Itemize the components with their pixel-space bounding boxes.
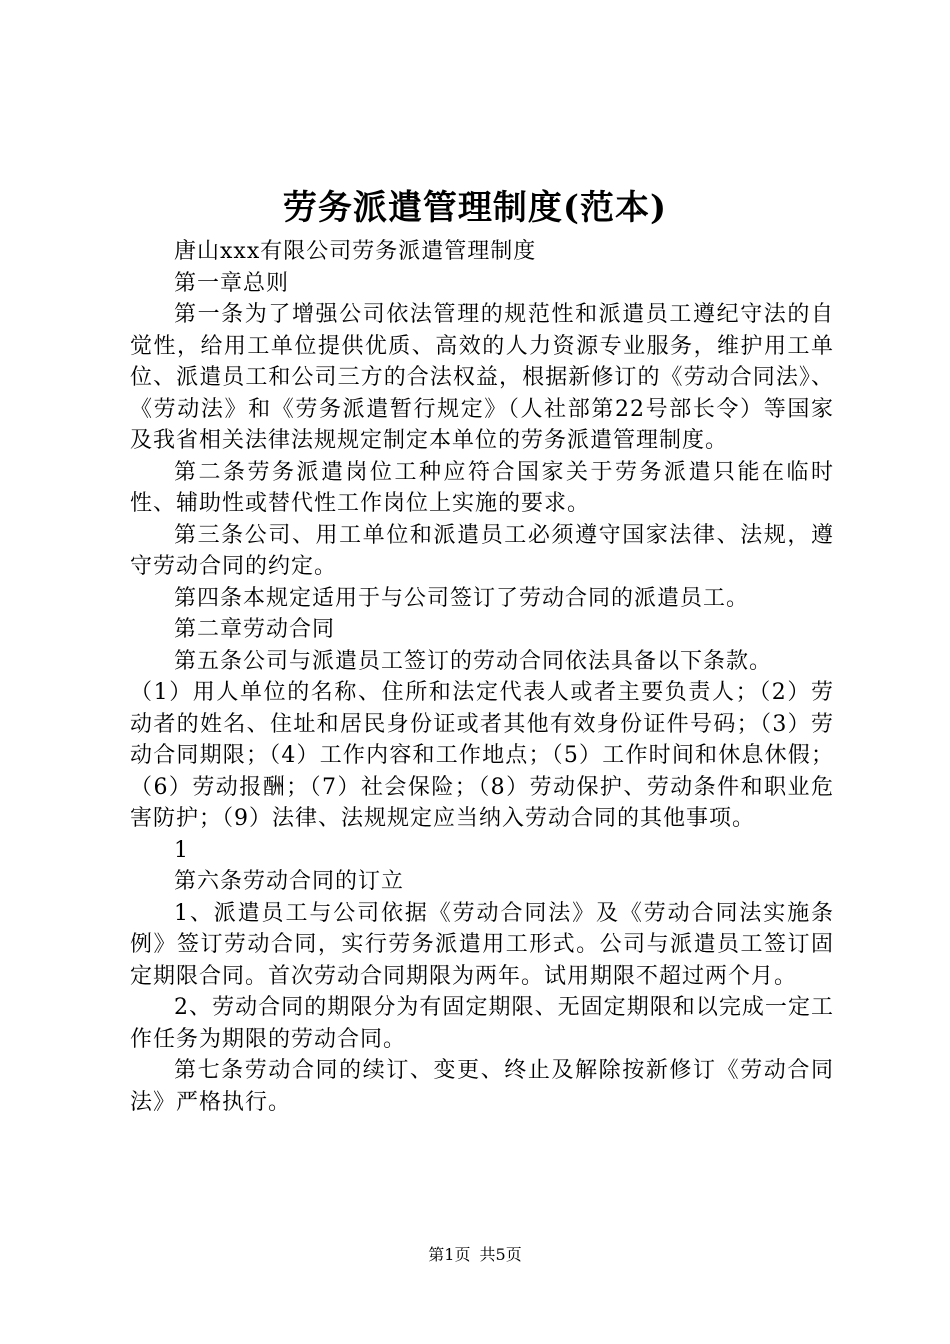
page-footer	[0, 1245, 950, 1265]
article-paragraph: 第三条公司、用工单位和派遣员工必须遵守国家法律、法规，遵守劳动合同的约定。	[130, 522, 834, 579]
clause-list-paragraph: （1）用人单位的名称、住所和法定代表人或者主要负责人；（2）劳动者的姓名、住址和居民身份证或者其他有效身份证件号码；（3）劳动合同期限；（4）工作内容和工作地点；（5）工作时间和休息休假；（6）劳动报酬；（7）社会保险；（8）劳动保护、劳动条件和职业危害防护；（9）法律、法规规定应当纳入劳动合同的其他事项。	[130, 680, 834, 831]
article-paragraph: 第一条为了增强公司依法管理的规范性和派遣员工遵纪守法的自觉性，给用工单位提供优质、高效的人力资源专业服务，维护用工单位、派遣员工和公司三方的合法权益，根据新修订的《劳动合同法》、《劳动法》和《劳务派遣暂行规定》（人社部第22号部长令）等国家及我省相关法律法规规定制定本单位的劳务派遣管理制度。	[130, 302, 834, 453]
inline-page-number: 1	[174, 837, 189, 863]
document-body	[130, 236, 834, 1118]
chapter-heading: 第二章劳动合同	[174, 617, 336, 642]
article-heading: 第六条劳动合同的订立	[174, 869, 405, 894]
numbered-paragraph: 1、派遣员工与公司依据《劳动合同法》及《劳动合同法实施条例》签订劳动合同，实行劳务派遣用工形式。公司与派遣员工签订固定期限合同。首次劳动合同期限为两年。试用期限不超过两个月。	[130, 900, 834, 989]
page-number: 第1页	[428, 1245, 471, 1264]
numbered-paragraph: 2、劳动合同的期限分为有固定期限、无固定期限和以完成一定工作任务为期限的劳动合同。	[130, 995, 834, 1052]
article-paragraph: 第五条公司与派遣员工签订的劳动合同依法具备以下条款。	[174, 648, 773, 674]
article-paragraph: 第四条本规定适用于与公司签订了劳动合同的派遣员工。	[174, 585, 750, 611]
chapter-heading: 第一章总则	[174, 270, 290, 296]
company-heading: 唐山xxx有限公司劳务派遣管理制度	[174, 239, 537, 264]
article-paragraph: 第七条劳动合同的续订、变更、终止及解除按新修订《劳动合同法》严格执行。	[130, 1058, 834, 1115]
document-title: 劳务派遣管理制度(范本)	[282, 188, 668, 228]
article-paragraph: 第二条劳务派遣岗位工种应符合国家关于劳务派遣只能在临时性、辅助性或替代性工作岗位上实施的要求。	[130, 459, 834, 516]
page-total: 共5页	[479, 1245, 522, 1264]
